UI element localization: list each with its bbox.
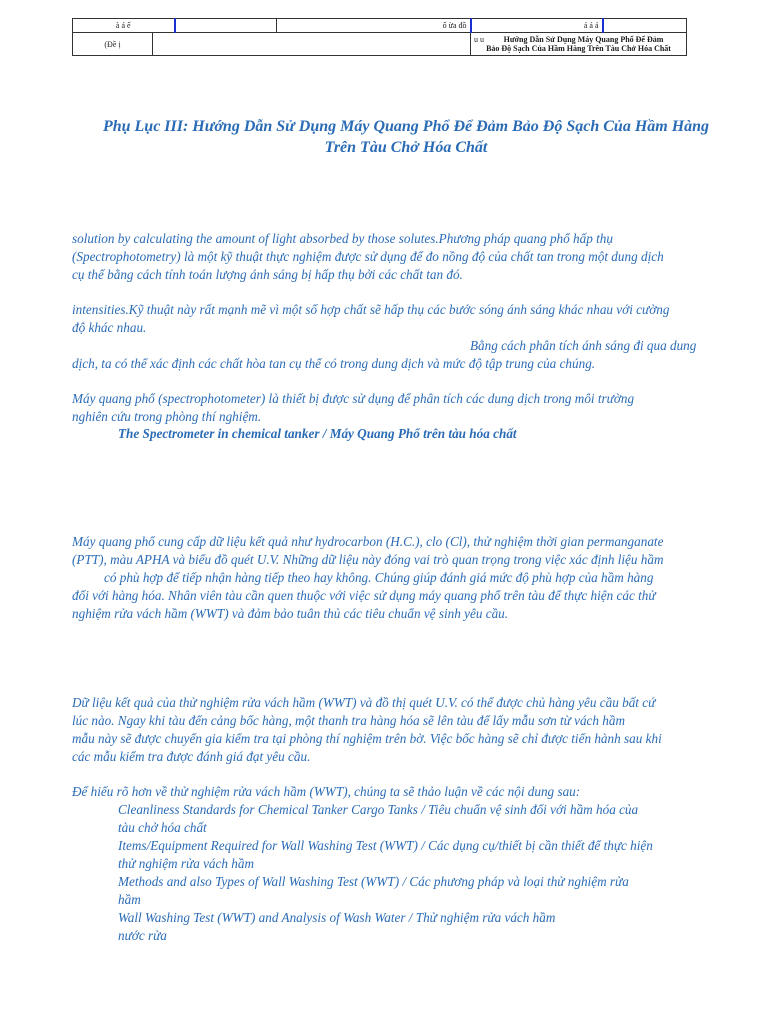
header-cell: [175, 19, 277, 33]
paragraph-line: Dữ liệu kết quả của thử nghiệm rửa vách hầm (WWT) và đồ thị quét U.V. có thể được chủ hàng yêu cầu bất cứ: [72, 695, 656, 710]
document-reference-cell: [471, 33, 687, 56]
paragraph-wwt-results: [72, 694, 744, 766]
header-tag: u u: [474, 35, 485, 44]
header-cell-text: ố ừa đồ: [442, 21, 467, 30]
title-line: Phụ Lục III: Hướng Dẫn Sử Dụng Máy Quang Phổ Để Đảm Bảo Độ Sạch Của Hầm Hàng: [102, 118, 710, 135]
paragraph-line: nghiệm rửa vách hầm (WWT) và đảm bảo tuân thủ các tiêu chuẩn vệ sinh yêu cầu.: [72, 606, 509, 621]
appendix-title: [72, 116, 740, 158]
header-cell: [603, 19, 687, 33]
paragraph-line: solution by calculating the amount of light absorbed by those solutes.Phương pháp quang phổ hấp thụ: [72, 231, 613, 246]
paragraph-line: đối với hàng hóa. Nhân viên tàu cần quen thuộc với việc sử dụng máy quang phổ trên tàu để thực hiện các thử: [72, 588, 656, 603]
topics-list: [118, 801, 744, 945]
paragraph-line: cụ thể bằng cách tính toán lượng ánh sáng bị hấp thụ bởi các chất tan đó.: [72, 267, 463, 282]
document-header-table: [72, 18, 687, 56]
header-cell: [471, 19, 603, 33]
paragraph-data-results: [72, 533, 744, 623]
document-reference-line: Hướng Dẫn Sử Dụng Máy Quang Phổ Để Đảm: [503, 35, 664, 44]
paragraph-line: Máy quang phổ (spectrophotometer) là thiết bị được sử dụng để phân tích các dung dịch trong môi trường: [72, 391, 635, 406]
paragraph-line: Để hiểu rõ hơn về thử nghiệm rửa vách hầm (WWT), chúng ta sẽ thảo luận về các nội dung sau:: [72, 784, 581, 799]
list-item: [118, 873, 744, 909]
paragraph-line: intensities.Kỹ thuật này rất mạnh mẽ vì một số hợp chất sẽ hấp thụ các bước sóng ánh sáng khác nhau với cường: [72, 302, 670, 317]
list-item: [118, 909, 744, 945]
list-item-line: thử nghiệm rửa vách hầm: [118, 856, 254, 871]
paragraph-line: (PTT), màu APHA và biểu đồ quét U.V. Những dữ liệu này đóng vai trò quan trọng trong việc xác định liệu hầm: [72, 552, 664, 567]
paragraph-line: có phù hợp để tiếp nhận hàng tiếp theo hay không. Chúng giúp đánh giá mức độ phù hợp của hầm hàng: [104, 570, 654, 585]
figure-caption: The Spectrometer in chemical tanker / Máy Quang Phổ trên tàu hóa chất: [118, 426, 517, 441]
list-item-line: nước rửa: [118, 928, 167, 943]
header-cell: [73, 33, 153, 56]
paragraph-line: mẫu này sẽ được chuyển gia kiểm tra tại phòng thí nghiệm trên bờ. Việc bốc hàng sẽ chỉ được tiến hành sau khi: [72, 731, 662, 746]
list-item-line: hầm: [118, 892, 141, 907]
list-item-line: Items/Equipment Required for Wall Washing Test (WWT) / Các dụng cụ/thiết bị cần thiết để thực hiện: [118, 838, 653, 853]
list-item: [118, 801, 744, 837]
paragraph-line: Máy quang phổ cung cấp dữ liệu kết quả như hydrocarbon (H.C.), clo (Cl), thử nghiệm thời gian permanganate: [72, 534, 664, 549]
paragraph-line: độ khác nhau.: [72, 320, 147, 335]
paragraph-line: (Spectrophotometry) là một kỹ thuật thực nghiệm được sử dụng để đo nồng độ của chất tan trong một dung dịch: [72, 249, 664, 264]
paragraph-spectrophotometer: [72, 390, 744, 426]
header-cell: [153, 33, 471, 56]
paragraph-line: lúc nào. Ngay khi tàu đến cảng bốc hàng, một thanh tra hàng hóa sẽ lên tàu để lấy mẫu sơn từ vách hầm: [72, 713, 626, 728]
paragraph-line: các mẫu kiểm tra được đánh giá đạt yêu cầu.: [72, 749, 311, 764]
list-item-line: Methods and also Types of Wall Washing Test (WWT) / Các phương pháp và loại thử nghiệm rửa: [118, 874, 629, 889]
header-cell-text: á á á: [583, 21, 599, 30]
paragraph-spectrophotometry: [72, 230, 744, 284]
header-cell-text: (Đề ị: [104, 39, 121, 49]
paragraph-technique: [72, 301, 744, 373]
paragraph-line: Bằng cách phân tích ánh sáng đi qua dung: [470, 338, 697, 353]
title-line: Trên Tàu Chở Hóa Chất: [324, 139, 488, 156]
document-reference-line: Bảo Độ Sạch Của Hầm Hàng Trên Tàu Chở Hóa Chất: [486, 44, 671, 53]
header-cell: [73, 19, 175, 33]
paragraph-line: dịch, ta có thể xác định các chất hòa tan cụ thể có trong dung dịch và mức độ tập trung của chúng.: [72, 356, 596, 371]
list-item-line: Wall Washing Test (WWT) and Analysis of Wash Water / Thử nghiệm rửa vách hầm: [118, 910, 556, 925]
list-item-line: tàu chở hóa chất: [118, 820, 207, 835]
list-item: [118, 837, 744, 873]
header-cell: [277, 19, 471, 33]
paragraph-intro-list: [72, 783, 744, 801]
header-cell-text: à á ế: [115, 21, 131, 30]
paragraph-line: nghiên cứu trong phòng thí nghiệm.: [72, 409, 262, 424]
list-item-line: Cleanliness Standards for Chemical Tanker Cargo Tanks / Tiêu chuẩn vệ sinh đối với hầm hóa của: [118, 802, 639, 817]
